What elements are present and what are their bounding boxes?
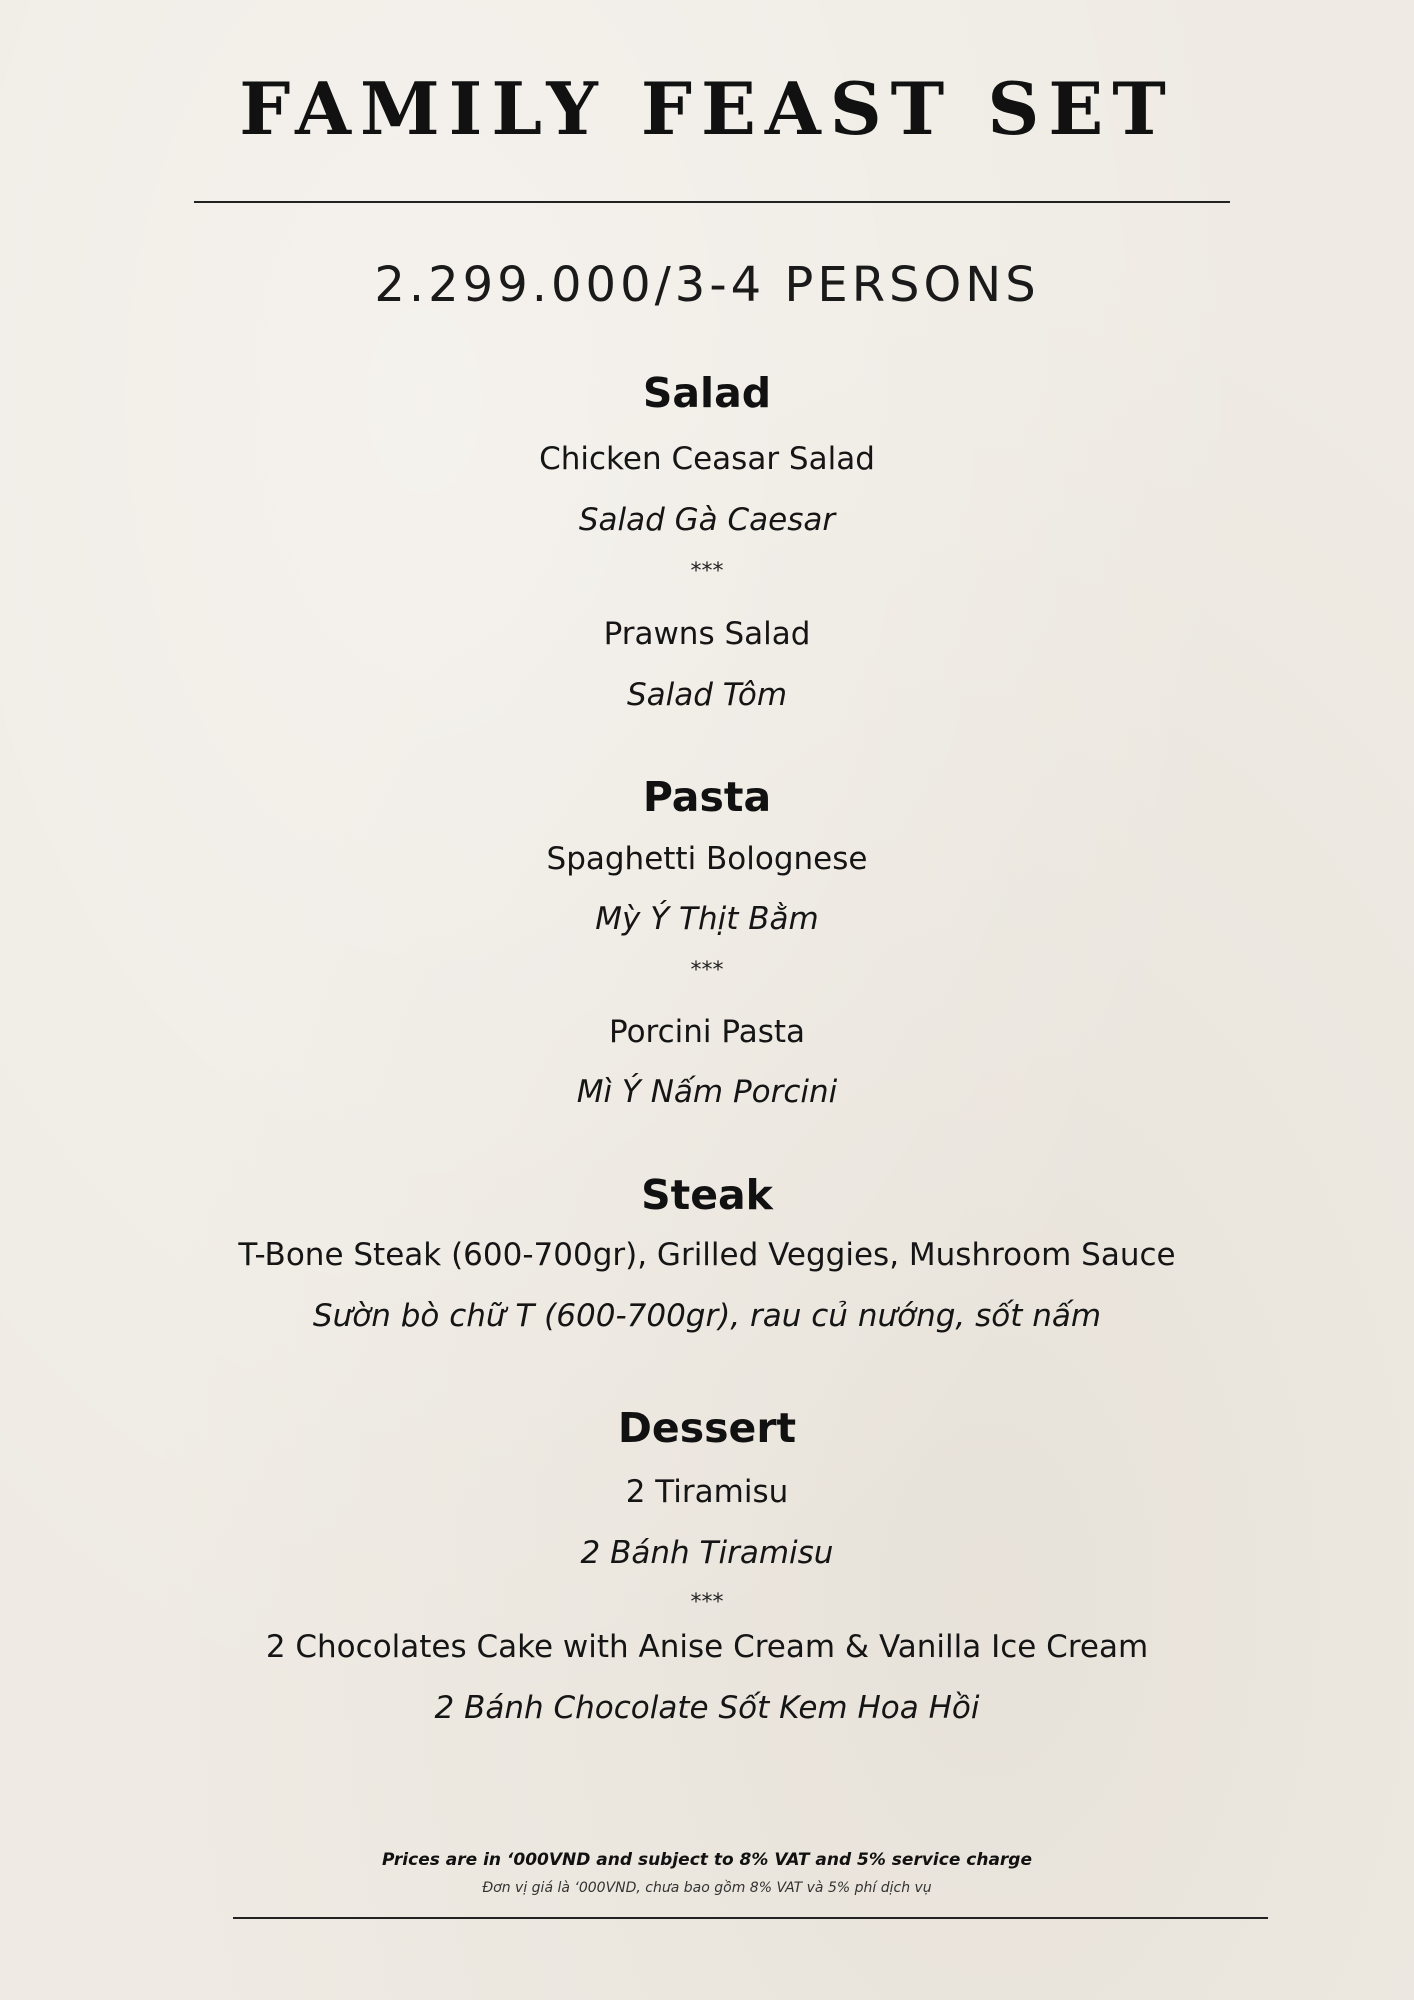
pasta-heading: Pasta [642, 773, 772, 821]
menu-title: FAMILY FEAST SET [239, 66, 1175, 151]
salad-separator: *** [690, 559, 724, 584]
dessert-separator: *** [690, 1590, 724, 1615]
pasta-item-1-vi: Mỳ Ý Thịt Bằm [595, 901, 819, 937]
steak-item-1-vi: Sườn bò chữ T (600-700gr), rau củ nướng, sốt nấm [312, 1298, 1102, 1334]
steak-item-1-en: T-Bone Steak (600-700gr), Grilled Veggies, Mushroom Sauce [238, 1237, 1176, 1273]
price-note-vi: Đơn vị giá là ‘000VND, chưa bao gồm 8% VAT và 5% phí dịch vụ [482, 1880, 932, 1896]
dessert-item-1-en: 2 Tiramisu [625, 1474, 789, 1510]
salad-item-2-vi: Salad Tôm [626, 677, 788, 713]
dessert-item-2-en: 2 Chocolates Cake with Anise Cream & Vanilla Ice Cream [265, 1629, 1149, 1665]
top-divider [194, 201, 1230, 203]
salad-item-1-vi: Salad Gà Caesar [578, 502, 836, 538]
pasta-item-1-en: Spaghetti Bolognese [546, 841, 868, 877]
dessert-heading: Dessert [617, 1404, 797, 1452]
dessert-item-2-vi: 2 Bánh Chocolate Sốt Kem Hoa Hồi [434, 1690, 980, 1726]
salad-item-1-en: Chicken Ceasar Salad [539, 441, 875, 477]
bottom-divider [233, 1917, 1268, 1919]
pasta-item-2-vi: Mì Ý Nấm Porcini [576, 1074, 838, 1110]
set-price: 2.299.000/3-4 PERSONS [374, 257, 1040, 313]
steak-heading: Steak [641, 1171, 773, 1219]
pasta-separator: *** [690, 958, 724, 983]
price-note-en: Prices are in ‘000VND and subject to 8% VAT and 5% service charge [381, 1850, 1033, 1870]
salad-item-2-en: Prawns Salad [603, 616, 811, 652]
dessert-item-1-vi: 2 Bánh Tiramisu [580, 1535, 834, 1571]
salad-heading: Salad [642, 369, 772, 417]
pasta-item-2-en: Porcini Pasta [609, 1014, 805, 1050]
